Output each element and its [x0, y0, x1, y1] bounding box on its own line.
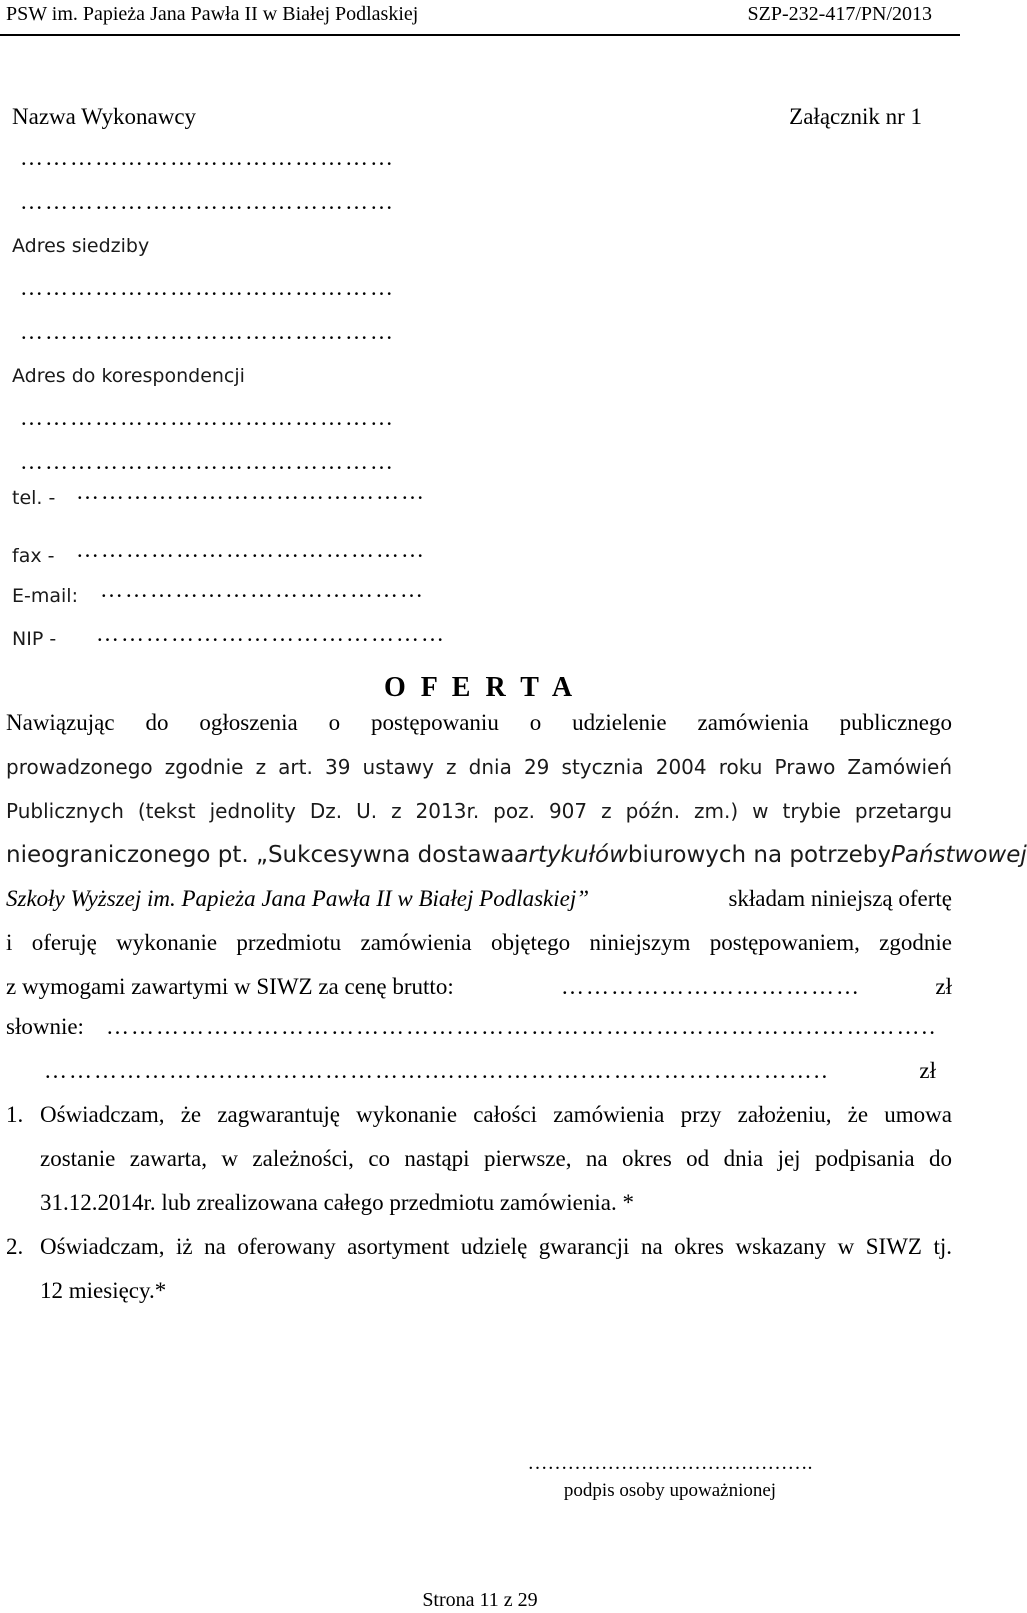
- body-line-7: [6, 972, 952, 1002]
- page-header: [0, 0, 960, 36]
- body-line-8: [6, 1012, 952, 1042]
- contractor-name-dots-1: ………………………………………: [20, 145, 395, 170]
- declaration-1-number: 1.: [6, 1102, 24, 1127]
- seat-label: Adres siedziby: [12, 235, 150, 257]
- declaration-1-line-3: 31.12.2014r. lub zrealizowana całego przedmiotu zamówienia. *: [40, 1190, 634, 1215]
- offer-title: O F E R T A: [383, 672, 577, 703]
- nip-dots: ……………………………………: [96, 621, 446, 646]
- body-line-4: [6, 840, 1027, 870]
- tel-dots: ……………………………………: [76, 479, 426, 504]
- declaration-2-line-1: Oświadczam, iż na oferowany asortyment udzielę gwarancji na okres wskazany w SIWZ tj.: [40, 1234, 952, 1259]
- in-words-dots-2: …………………..…..………………....…………….………………………..: [44, 1058, 830, 1083]
- body-line-1: Nawiązując do ogłoszenia o postępowaniu o udzielenie zamówienia publicznego: [6, 710, 952, 735]
- tel-label: tel. -: [12, 487, 56, 509]
- signature-dots: …………………………………….: [527, 1452, 813, 1474]
- body-line-4-italic-state: Państwowej: [891, 842, 1027, 868]
- in-words-currency: zł: [919, 1058, 936, 1083]
- contractor-name-label: Nazwa Wykonawcy: [12, 104, 197, 129]
- signature-label: podpis osoby upoważnionej: [563, 1480, 777, 1501]
- annex-label: Załącznik nr 1: [789, 104, 922, 129]
- declaration-1-line-1: Oświadczam, że zagwarantuję wykonanie całości zamówienia przy założeniu, że umowa: [40, 1102, 952, 1127]
- body-line-2: prowadzonego zgodnie z art. 39 ustawy z dnia 29 stycznia 2004 roku Prawo Zamówień: [6, 755, 952, 779]
- fax-label: fax -: [12, 545, 55, 567]
- in-words-dots: …………………………………………………………………………..…………..: [106, 1014, 937, 1039]
- body-line-6: i oferuję wykonanie przedmiotu zamówienia objętego niniejszym postępowaniem, zgodnie: [6, 930, 952, 955]
- header-reference-number: SZP-232-417/PN/2013: [747, 3, 932, 25]
- in-words-label: słownie:: [6, 1014, 84, 1039]
- header-institution: PSW im. Papieża Jana Pawła II w Białej Podlaskiej: [6, 3, 419, 25]
- correspondence-label: Adres do korespondencji: [12, 365, 245, 387]
- price-currency: zł: [935, 974, 952, 999]
- body-line-5-part-b: składam niniejszą ofertę: [728, 886, 952, 911]
- contractor-name-dots-2: ………………………………………: [20, 189, 395, 214]
- seat-dots-2: ………………………………………: [20, 319, 395, 344]
- declaration-2-line-2: 12 miesięcy.*: [40, 1278, 167, 1303]
- correspondence-dots-2: ………………………………………: [20, 449, 395, 474]
- body-line-4-part-a: nieograniczonego pt. „Sukcesywna dostawa: [6, 842, 515, 868]
- declaration-2-number: 2.: [6, 1234, 24, 1259]
- nip-label: NIP -: [12, 628, 57, 650]
- body-line-3: Publicznych (tekst jednolity Dz. U. z 2013r. poz. 907 z późn. zm.) w trybie przetargu: [6, 799, 952, 823]
- fax-dots: ……………………………………: [76, 537, 426, 562]
- email-dots: …………………………………: [100, 577, 425, 602]
- declaration-1-line-2: zostanie zawarta, w zależności, co nastąpi pierwsze, na okres od dnia jej podpisania do: [40, 1146, 952, 1171]
- body-line-4-part-c: biurowych na potrzeby: [627, 842, 891, 868]
- body-line-5-italic-school: Szkoły Wyższej im. Papieża Jana Pawła II w Białej Podlaskiej”: [6, 886, 590, 911]
- email-label: E-mail:: [12, 585, 78, 607]
- page-number: Strona 11 z 29: [422, 1589, 538, 1611]
- body-line-4-italic-articles: artykułów: [514, 842, 628, 868]
- body-line-7-price-label: z wymogami zawartymi w SIWZ za cenę brutto:: [6, 974, 454, 999]
- seat-dots-1: ………………………………………: [20, 275, 395, 300]
- body-line-5: [6, 884, 952, 914]
- price-dots: ………………………………: [561, 974, 861, 999]
- correspondence-dots-1: ………………………………………: [20, 405, 395, 430]
